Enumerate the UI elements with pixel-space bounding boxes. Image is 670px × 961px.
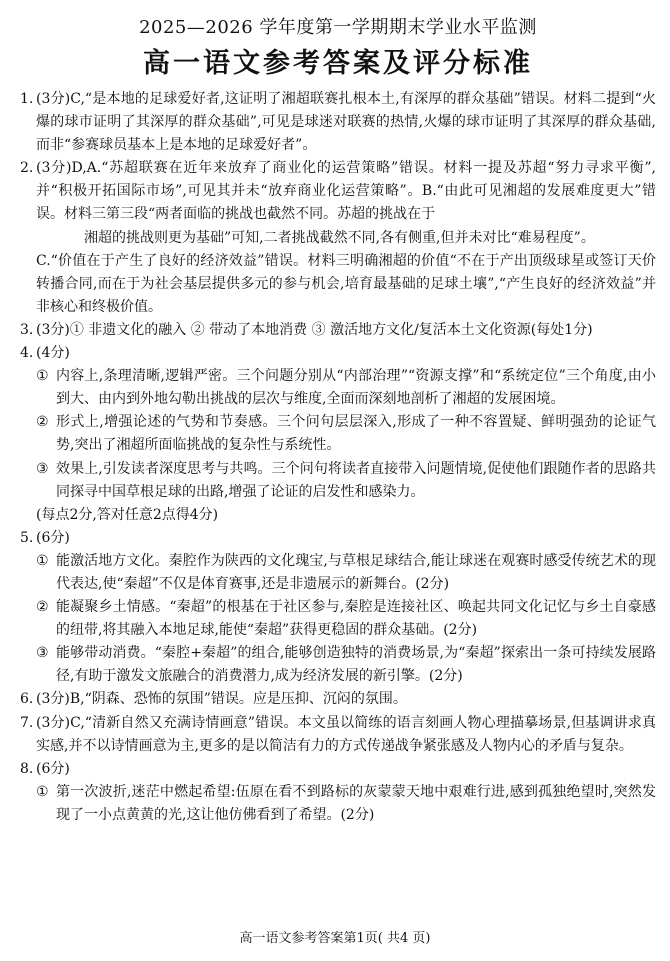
answer-point [36,458,656,504]
answer-item-5 [20,527,656,689]
item-text-c: C.“价值在于产生了良好的经济效益”错误。材料三明确湘超的价值“不在于产出顶级球星或签订天价转播合同,而在于为社会基层提供多元的参与机会,培育最基础的足球土壤”,“产生良好的经济效益”并非核心和终极价值。 [36,252,656,315]
point-text: 效果上,引发读者深度思考与共鸣。三个问句将读者直接带入问题情境,促使他们跟随作者的思路共同探寻中国草根足球的出路,增强了论证的启发性和感染力。 [56,460,656,500]
answer-point [36,596,656,642]
item-score: (6分) [36,760,70,777]
point-marker: ① [36,368,49,385]
exam-title: 2025—2026 学年度第一学期期末学业水平监测 [139,17,537,38]
point-marker: ② [36,414,49,431]
point-text: 能够带动消费。“秦腔+秦超”的组合,能够创造独特的消费场景,为“秦超”探索出一条可持续发展路径,有助于激发文旅融合的消费潜力,成为经济发展的新引擎。(2分) [56,645,656,685]
answer-point [36,411,656,457]
item-text: (3分)① 非遗文化的融入 ② 带动了本地消费 ③ 激活地方文化/复活本土文化资源(每处1分) [36,321,593,338]
answer-point [36,365,656,411]
item-score: (4分) [36,345,70,362]
point-marker: ① [36,783,49,800]
point-text: 能凝聚乡土情感。“秦超”的根基在于社区参与,秦腔是连接社区、唤起共同文化记忆与乡土自豪感的纽带,将其融入本地足球,能使“秦超”获得更稳固的群众基础。(2分) [56,599,656,639]
point-marker: ① [36,552,49,569]
answer-point [36,550,656,596]
point-text: 内容上,条理清晰,逻辑严密。三个问题分别从“内部治理”“资源支撑”和“系统定位”三个角度,由小到大、由内到外地勾勒出挑战的层次与维度,全面而深刻地剖析了湘超的发展困境。 [56,368,656,408]
answer-content [20,88,656,827]
point-text: 能激活地方文化。秦腔作为陕西的文化瑰宝,与草根足球结合,能让球迷在观赛时感受传统艺术的现代表达,使“秦超”不仅是体育赛事,还是非遗展示的新舞台。(2分) [56,552,656,592]
answer-item-2 [20,157,656,319]
item-text: (3分)C,“清新自然又充满诗情画意”错误。本文虽以简练的语言刻画人物心理描摹场景,但基调讲求真实感,并不以诗情画意为主,更多的是以简洁有力的方式传递战争紧张感及人物内心的矛盾与复杂。 [36,714,656,754]
answer-item-1 [20,88,656,157]
point-marker: ③ [36,645,49,662]
page-footer: 高一语文参考答案第1页( 共4 页) [239,931,431,946]
item-number: 6. [20,691,34,708]
point-marker: ② [36,599,49,616]
item-number: 5. [20,529,34,546]
item-text: (3分)C,“是本地的足球爱好者,这证明了湘超联赛扎根本土,有深厚的群众基础”错误。材料二提到“火爆的球市证明了其深厚的群众基础”,可见是球迷对联赛的热情,火爆的球市证明了其深厚的群众基础,而非“参赛球员基本上是本地的足球爱好者”。 [36,91,656,154]
item-number: 7. [20,714,34,731]
answer-item-3 [20,319,656,342]
point-text: 形式上,增强论述的气势和节奏感。三个问句层层深入,形成了一种不容置疑、鲜明强劲的论证气势,突出了湘超所面临挑战的复杂性与系统性。 [56,414,656,454]
item-number: 2. [20,160,34,177]
item-number: 4. [20,345,34,362]
item-text: (3分)B,“阴森、恐怖的氛围”错误。应是压抑、沉闷的氛围。 [36,691,407,708]
answer-item-4 [20,342,656,527]
item-score: (6分) [36,529,70,546]
answer-item-7 [20,712,656,758]
answer-point [36,642,656,688]
scoring-note: (每点2分,答对任意2点得4分) [36,506,219,523]
point-marker: ③ [36,460,49,477]
answer-item-6 [20,688,656,711]
answer-point [36,781,656,827]
point-text: 第一次波折,迷茫中燃起希望:伍原在看不到路标的灰蒙蒙天地中艰难行进,感到孤独绝望时,突然发现了一小点黄黄的光,这让他仿佛看到了希望。(2分) [56,783,656,823]
item-number: 1. [20,91,34,107]
item-number: 8. [20,760,34,777]
item-text-b: 湘超的挑战则更为基础”可知,二者挑战截然不同,各有侧重,但并未对比“难易程度”。 [84,229,595,246]
item-text-a: (3分)D,A.“苏超联赛在近年来放弃了商业化的运营策略”错误。材料一提及苏超“努力寻求平衡”,并“积极开拓国际市场”,可见其并未“放弃商业化运营策略”。B.“由此可见湘超的发展难度更大”错误。材料三第三段“两者面临的挑战也截然不同。苏超的挑战在于 [36,160,656,223]
answer-item-8 [20,758,656,827]
page-title: 高一语文参考答案及评分标准 [143,48,533,79]
item-number: 3. [20,321,34,338]
